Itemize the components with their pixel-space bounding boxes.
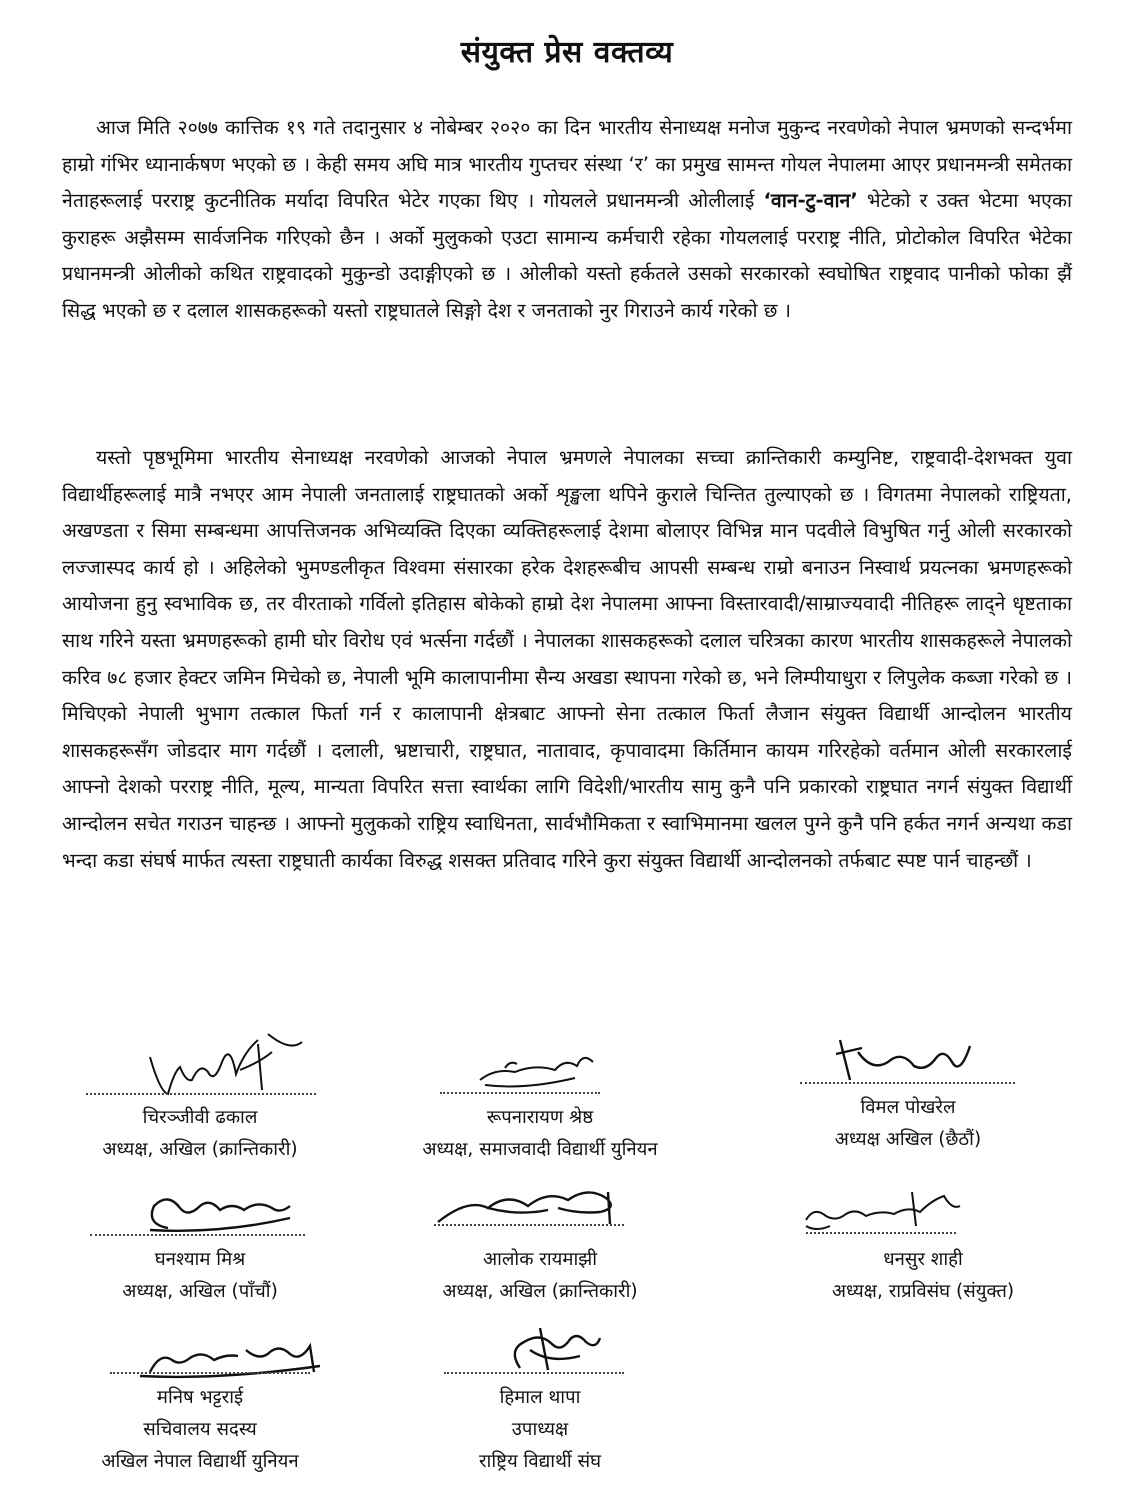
signatory-name: आलोक रायमाझी [482, 1249, 598, 1270]
signature-line-4 [90, 1234, 305, 1236]
signatory-3 [748, 1092, 1068, 1156]
signatory-7 [40, 1382, 360, 1478]
signature-line-3 [800, 1082, 1015, 1084]
signatory-organization: राष्ट्रिय विद्यार्थी संघ [478, 1451, 602, 1472]
signatory-6 [748, 1244, 1098, 1308]
signature-line-5 [434, 1224, 624, 1226]
signatory-name: धनसुर शाही [883, 1249, 963, 1270]
signature-2-image [465, 1040, 605, 1100]
signature-5-image [428, 1178, 628, 1230]
signatory-5 [380, 1244, 700, 1308]
signatory-name: घनश्याम मिश्र [154, 1249, 246, 1270]
signatory-name: रूपनारायण श्रेष्ठ [486, 1107, 594, 1128]
paragraph-2: यस्तो पृष्ठभूमिमा भारतीय सेनाध्यक्ष नरवणेको आजको नेपाल भ्रमणले नेपालका सच्चा क्रान्तिकारी कम्युनिष्ट, राष्ट्रवादी-देशभक्त युवा विद्यार्थीहरूलाई मात्रै नभएर आम नेपाली जनतालाई राष्ट्रघातको अर्को शृङ्खला थपिने कुराले चिन्तित तुल्याएको छ । विगतमा नेपालको राष्ट्रियता, अखण्डता र सिमा सम्बन्धमा आपत्तिजनक अभिव्यक्ति दिएका व्यक्तिहरूलाई देशमा बोलाएर विभिन्न मान पदवीले विभुषित गर्नु ओली सरकारको लज्जास्पद कार्य हो । अहिलेको भुमण्डलीकृत विश्वमा संसारका हरेक देशहरूबीच आपसी सम्बन्ध राम्रो बनाउन निस्वार्थ प्रयत्नका भ्रमणहरूको आयोजना हुनु स्वभाविक छ, तर वीरताको गर्विलो इतिहास बोकेको हाम्रो देश नेपालमा आफ्ना विस्तारवादी/साम्राज्यवादी नीतिहरू लाद्ने धृष्टताका साथ गरिने यस्ता भ्रमणहरूको हामी घोर विरोध एवं भर्त्सना गर्दछौं । नेपालका शासकहरूको दलाल चरित्रका कारण भारतीय शासकहरूले नेपालको करिव ७८ हजार हेक्टर जमिन मिचेको छ, नेपाली भूमि कालापानीमा सैन्य अखडा स्थापना गरेको छ, भने लिम्पीयाधुरा र लिपुलेक कब्जा गरेको छ । मिचिएको नेपाली भुभाग तत्काल फिर्ता गर्न र कालापानी क्षेत्रबाट आफ्नो सेना तत्काल फिर्ता लैजान संयुक्त विद्यार्थी आन्दोलन भारतीय शासकहरूसँग जोडदार माग गर्दछौं । दलाली, भ्रष्टाचारी, राष्ट्रघात, नातावाद, कृपावादमा किर्तिमान कायम गरिरहेको वर्तमान ओली सरकारलाई आफ्नो देशको परराष्ट्र नीति, मूल्य, मान्यता विपरित सत्ता स्वार्थका लागि विदेशी/भारतीय सामु कुनै पनि प्रकारको राष्ट्रघात नगर्न संयुक्त विद्यार्थी आन्दोलन सचेत गराउन चाहन्छ । आफ्नो मुलुकको राष्ट्रिय स्वाधिनता, सार्वभौमिकता र स्वाभिमानमा खलल पुग्ने कुनै पनि हर्कत नगर्न अन्यथा कडा भन्दा कडा संघर्ष मार्फत त्यस्ता राष्ट्रघाती कार्यका विरुद्ध शसक्त प्रतिवाद गरिने कुरा संयुक्त विद्यार्थी आन्दोलनको तर्फबाट स्पष्ट पार्न चाहन्छौं । [62, 446, 1072, 872]
paragraph-1-bold-phrase: ‘वान-टु-वान’ [763, 189, 858, 213]
signature-8-image [500, 1320, 610, 1378]
signature-3-image [832, 1032, 982, 1084]
signature-1-image [140, 1032, 310, 1102]
signatory-name: मनिष भट्टराई [156, 1387, 244, 1408]
signatory-title: अध्यक्ष, समाजवादी विद्यार्थी युनियन [422, 1139, 658, 1160]
signatory-organization: अखिल नेपाल विद्यार्थी युनियन [101, 1451, 299, 1472]
paragraph-1-text-a: आज मिति २०७७ कात्तिक १९ गते तदानुसार ४ नोबेम्बर २०२० का दिन भारतीय सेनाध्यक्ष मनोज मुकुन्द नरवणेको नेपाल भ्रमणको सन्दर्भमा हाम्रो गंभिर ध्यानार्कषण भएको छ । केही समय अघि मात्र भारतीय गुप्तचर संस्था ‘र’ का प्रमुख सामन्त गोयल नेपालमा आएर प्रधानमन्त्री समेतका नेताहरूलाई परराष्ट्र कुटनीतिक मर्यादा विपरित भेटेर गएका थिए । गोयलले प्रधानमन्त्री ओलीलाई [62, 116, 1072, 213]
signature-4-image [140, 1188, 300, 1236]
signatory-title: अध्यक्ष, अखिल (क्रान्तिकारी) [102, 1139, 298, 1160]
signatory-name: चिरञ्जीवी ढकाल [142, 1107, 258, 1128]
signatory-name: विमल पोखरेल [860, 1097, 956, 1118]
signature-line-1 [86, 1093, 316, 1095]
signature-7-image [130, 1332, 330, 1382]
signature-line-2 [440, 1092, 600, 1094]
page-title: संयुक्त प्रेस वक्तव्य [460, 35, 674, 70]
signature-6-image [800, 1186, 970, 1236]
signatory-title: उपाध्यक्ष [511, 1419, 569, 1440]
paragraph-1 [62, 110, 1072, 330]
signatory-name: हिमाल थापा [499, 1387, 581, 1408]
signatory-title: अध्यक्ष अखिल (छैठौं) [834, 1129, 982, 1150]
signature-line-8 [444, 1372, 624, 1374]
signatory-4 [40, 1244, 360, 1308]
signatory-title: अध्यक्ष, राप्रविसंघ (संयुक्त) [831, 1281, 1015, 1302]
signature-line-7 [110, 1372, 310, 1374]
signatory-2 [355, 1102, 725, 1166]
signature-line-6 [806, 1232, 956, 1234]
signatory-1 [40, 1102, 360, 1166]
paragraph-1-text-b: भेटेको र उक्त भेटमा भएका कुराहरू अझैसम्म सार्वजनिक गरिएको छैन । अर्को मुलुकको एउटा सामान्य कर्मचारी रहेका गोयललाई परराष्ट्र नीति, प्रोटोकोल विपरित भेटेका प्रधानमन्त्री ओलीको कथित राष्ट्रवादको मुकुन्डो उदाङ्गीएको छ । ओलीको यस्तो हर्कतले उसको सरकारको स्वघोषित राष्ट्रवाद पानीको फोका झैं सिद्ध भएको छ र दलाल शासकहरूको यस्तो राष्ट्रघातले सिङ्गो देश र जनताको नुर गिराउने कार्य गरेको छ । [62, 189, 1072, 322]
signatory-title: सचिवालय सदस्य [143, 1419, 257, 1440]
signatory-title: अध्यक्ष, अखिल (पाँचौं) [122, 1281, 278, 1302]
signatory-title: अध्यक्ष, अखिल (क्रान्तिकारी) [442, 1281, 638, 1302]
signatory-8 [380, 1382, 700, 1478]
